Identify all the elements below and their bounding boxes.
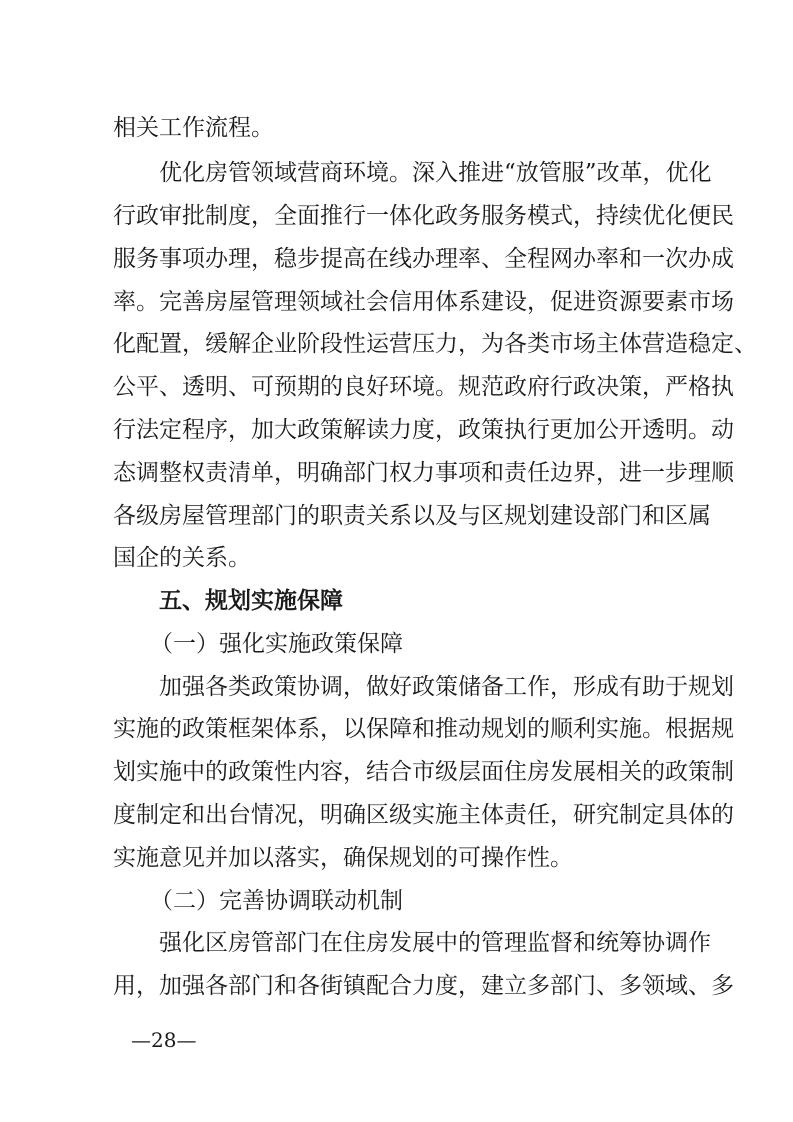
text-line: 优化房管领域营商环境。深入推进“放管服”改革，优化	[159, 160, 712, 186]
text-line: 度制定和出台情况，明确区级实施主体责任，研究制定具体的	[113, 802, 734, 828]
section-heading: 五、规划实施保障	[159, 588, 343, 614]
text-line: 实施意见并加以落实，确保规划的可操作性。	[113, 845, 573, 871]
text-line: 服务事项办理，稳步提高在线办理率、全程网办率和一次办成	[113, 246, 734, 272]
text-line: 国企的关系。	[113, 545, 251, 571]
text-line: 率。完善房屋管理领域社会信用体系建设，促进资源要素市场	[113, 289, 734, 315]
text-line: 强化区房管部门在住房发展中的管理监督和统筹协调作	[159, 930, 711, 956]
page-number: —28—	[131, 1028, 197, 1052]
text-line: 公平、透明、可预期的良好环境。规范政府行政决策，严格执	[113, 374, 734, 400]
subsection-heading: （一）强化实施政策保障	[150, 631, 403, 657]
text-line: 各级房屋管理部门的职责关系以及与区规划建设部门和区属	[113, 503, 711, 529]
text-line: 化配置，缓解企业阶段性运营压力，为各类市场主体营造稳定、	[113, 331, 757, 357]
text-line: 实施的政策框架体系，以保障和推动规划的顺利实施。根据规	[113, 716, 734, 742]
text-line: 划实施中的政策性内容，结合市级层面住房发展相关的政策制	[113, 759, 734, 785]
text-line: 用，加强各部门和各街镇配合力度，建立多部门、多领域、多	[113, 973, 734, 999]
text-line: 态调整权责清单，明确部门权力事项和责任边界，进一步理顺	[113, 460, 734, 486]
text-line: 行政审批制度，全面推行一体化政务服务模式，持续优化便民	[113, 203, 734, 229]
subsection-heading: （二）完善协调联动机制	[150, 888, 403, 914]
text-line: 相关工作流程。	[113, 115, 274, 141]
text-line: 行法定程序，加大政策解读力度，政策执行更加公开透明。动	[113, 417, 734, 443]
text-line: 加强各类政策协调，做好政策储备工作，形成有助于规划	[159, 674, 734, 700]
